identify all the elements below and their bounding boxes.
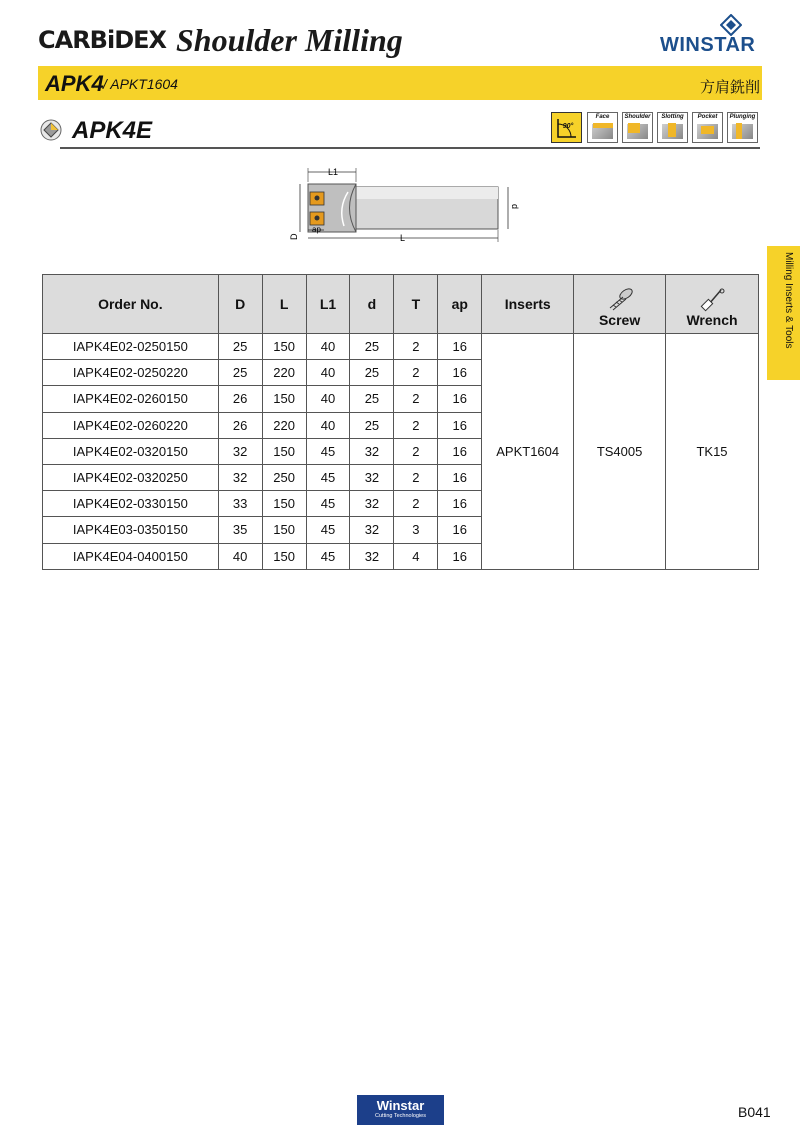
cell-T: 2 [394,360,438,386]
series-name: APK4 [45,71,104,96]
tool-drawing [288,164,523,246]
series-insert: / APKT1604 [103,76,178,92]
cell-order-no: IAPK4E02-0260220 [43,412,219,438]
cell-T: 2 [394,334,438,360]
cell-ap: 16 [438,412,482,438]
slotting-icon: Slotting [657,112,688,143]
side-tab-label: Milling Inserts & Tools [783,252,794,349]
cell-D: 26 [218,412,262,438]
col-d: d [350,275,394,334]
page-number: B041 [738,1104,771,1120]
product-name: APK4E [72,117,153,144]
col-D: D [218,275,262,334]
cell-d: 25 [350,360,394,386]
cell-ap: 16 [438,543,482,569]
cell-L: 220 [262,412,306,438]
cell-ap: 16 [438,334,482,360]
cell-L1: 40 [306,360,350,386]
cell-L: 150 [262,438,306,464]
col-L1: L1 [306,275,350,334]
cell-L1: 45 [306,543,350,569]
angle-90-icon: 90° [551,112,582,143]
insert-icon [40,119,62,141]
cell-L1: 45 [306,517,350,543]
cell-T: 4 [394,543,438,569]
cell-L: 250 [262,464,306,490]
cell-T: 3 [394,517,438,543]
cell-L1: 45 [306,464,350,490]
cell-ap: 16 [438,517,482,543]
dim-L1-label: L1 [328,167,339,177]
col-order-no: Order No. [43,275,219,334]
cell-L1: 40 [306,334,350,360]
dim-ap-label: ap [312,225,321,234]
dim-L-label: L [400,233,406,243]
cell-order-no: IAPK4E03-0350150 [43,517,219,543]
cell-d: 25 [350,386,394,412]
spec-table [42,274,759,570]
table-header-row [43,275,759,334]
cell-L: 150 [262,517,306,543]
cell-d: 32 [350,543,394,569]
series-chinese-label: 方肩銑削 [699,79,760,96]
col-inserts: Inserts [482,275,574,334]
cell-D: 25 [218,360,262,386]
cell-D: 32 [218,438,262,464]
face-milling-icon: Face [587,112,618,143]
footer-winstar-logo: Winstar Cutting Technologies [357,1095,444,1125]
cell-d: 32 [350,438,394,464]
dim-D-label: D [289,233,299,240]
cell-D: 26 [218,386,262,412]
pocket-milling-icon: Pocket [692,112,723,143]
cell-L: 220 [262,360,306,386]
cell-order-no: IAPK4E02-0320250 [43,464,219,490]
table-row [43,334,759,360]
col-L: L [262,275,306,334]
col-ap: ap [438,275,482,334]
cell-L1: 40 [306,412,350,438]
cell-L: 150 [262,334,306,360]
cell-wrench: TK15 [666,334,759,570]
section-side-tab [767,246,800,380]
cell-ap: 16 [438,386,482,412]
cell-L1: 45 [306,491,350,517]
cell-D: 35 [218,517,262,543]
cell-L: 150 [262,491,306,517]
col-screw: Screw [574,275,666,334]
cell-order-no: IAPK4E02-0330150 [43,491,219,517]
dim-d-label: d [510,204,520,210]
cell-inserts: APKT1604 [482,334,574,570]
carbidex-logo: CARBiDEX [38,26,167,54]
divider [60,147,760,149]
cell-order-no: IAPK4E02-0250150 [43,334,219,360]
col-wrench: Wrench [666,275,759,334]
col-T: T [394,275,438,334]
cell-screw: TS4005 [574,334,666,570]
plunging-icon: Plunging [727,112,758,143]
cell-L: 150 [262,543,306,569]
cell-T: 2 [394,491,438,517]
cell-order-no: IAPK4E04-0400150 [43,543,219,569]
cell-T: 2 [394,386,438,412]
cell-order-no: IAPK4E02-0320150 [43,438,219,464]
cell-L1: 40 [306,386,350,412]
wrench-icon [696,288,728,312]
cell-order-no: IAPK4E02-0260150 [43,386,219,412]
cell-d: 32 [350,491,394,517]
cell-T: 2 [394,438,438,464]
winstar-logo: WINSTAR [660,34,756,56]
cell-D: 33 [218,491,262,517]
cell-d: 25 [350,412,394,438]
cell-T: 2 [394,412,438,438]
winstar-logo-icon [720,14,742,36]
page-title: Shoulder Milling [176,22,403,58]
cell-ap: 16 [438,491,482,517]
cell-order-no: IAPK4E02-0250220 [43,360,219,386]
cell-L: 150 [262,386,306,412]
cell-d: 32 [350,464,394,490]
cell-ap: 16 [438,360,482,386]
cell-ap: 16 [438,438,482,464]
cell-L1: 45 [306,438,350,464]
shoulder-milling-icon: Shoulder [622,112,653,143]
screw-icon [604,288,636,312]
cell-D: 25 [218,334,262,360]
cell-ap: 16 [438,464,482,490]
cell-T: 2 [394,464,438,490]
cell-D: 32 [218,464,262,490]
cell-D: 40 [218,543,262,569]
cell-d: 32 [350,517,394,543]
cell-d: 25 [350,334,394,360]
